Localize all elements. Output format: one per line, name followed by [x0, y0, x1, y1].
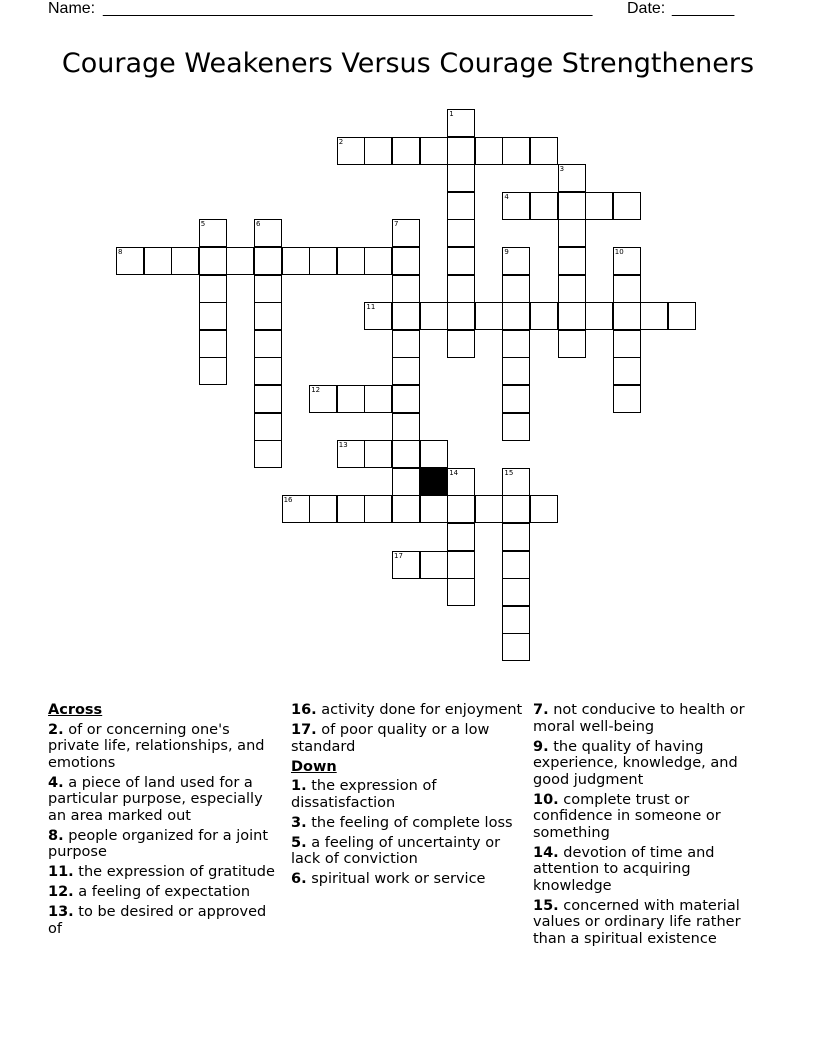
- grid-cell[interactable]: [420, 440, 448, 468]
- grid-cell[interactable]: [613, 247, 641, 275]
- grid-cell[interactable]: [447, 109, 475, 137]
- clue-down-1: [291, 778, 523, 811]
- grid-cell[interactable]: [254, 219, 282, 247]
- clue-down-9: [533, 739, 765, 789]
- grid-cell[interactable]: [502, 606, 530, 634]
- grid-cell[interactable]: [613, 275, 641, 303]
- grid-cell[interactable]: [392, 247, 420, 275]
- clue-number: 10.: [533, 791, 559, 808]
- grid-cell[interactable]: [447, 578, 475, 606]
- grid-cell[interactable]: [392, 330, 420, 358]
- clue-across-12: [48, 884, 280, 901]
- grid-cell[interactable]: [558, 164, 586, 192]
- grid-cell[interactable]: [447, 330, 475, 358]
- grid-cell[interactable]: [144, 247, 172, 275]
- clue-number: 9.: [533, 738, 549, 755]
- clue-down-14: [533, 845, 765, 895]
- clue-down-7: [533, 702, 765, 735]
- clue-text: of poor quality or a low standard: [291, 722, 490, 755]
- grid-cell[interactable]: [558, 330, 586, 358]
- clues-column-3: [533, 702, 765, 951]
- grid-cell[interactable]: [502, 357, 530, 385]
- grid-cell[interactable]: [475, 302, 503, 330]
- clue-text: the expression of dissatisfaction: [291, 778, 437, 811]
- grid-cell[interactable]: [447, 523, 475, 551]
- grid-cell[interactable]: [392, 219, 420, 247]
- grid-cell[interactable]: [392, 413, 420, 441]
- grid-cell[interactable]: [613, 192, 641, 220]
- grid-cell[interactable]: [254, 440, 282, 468]
- grid-cell[interactable]: [447, 219, 475, 247]
- grid-cell[interactable]: [585, 302, 613, 330]
- grid-cell[interactable]: [502, 247, 530, 275]
- grid-cell[interactable]: [502, 302, 530, 330]
- grid-cell[interactable]: [199, 357, 227, 385]
- clue-number: 6.: [291, 871, 307, 887]
- grid-cell[interactable]: [254, 302, 282, 330]
- grid-cell[interactable]: [392, 137, 420, 165]
- clue-number: 5.: [291, 834, 307, 851]
- grid-cell[interactable]: [254, 413, 282, 441]
- clue-text: to be desired or approved of: [48, 904, 267, 937]
- clue-down-5: [291, 835, 523, 868]
- grid-cell[interactable]: [392, 302, 420, 330]
- grid-cell[interactable]: [309, 247, 337, 275]
- grid-cell[interactable]: [337, 495, 365, 523]
- clue-number: 12.: [48, 884, 74, 900]
- clue-number: 13.: [48, 904, 74, 920]
- grid-cell[interactable]: [447, 495, 475, 523]
- grid-cell[interactable]: [447, 468, 475, 496]
- grid-cell[interactable]: [558, 302, 586, 330]
- cell-number: 1: [449, 110, 454, 118]
- grid-cell[interactable]: [364, 137, 392, 165]
- grid-cell[interactable]: [309, 385, 337, 413]
- cell-number: 10: [614, 248, 624, 256]
- grid-cell[interactable]: [199, 247, 227, 275]
- cell-number: 3: [559, 165, 565, 174]
- grid-cell[interactable]: [530, 137, 558, 165]
- clue-down-15: [533, 898, 765, 948]
- grid-cell[interactable]: [613, 302, 641, 330]
- grid-cell[interactable]: [447, 551, 475, 579]
- clue-number: 16.: [291, 702, 317, 718]
- clue-text: the quality of having experience, knowledge, and good judgment: [533, 738, 738, 788]
- name-label: Name:: [48, 0, 96, 17]
- clue-text: spiritual work or service: [311, 871, 486, 887]
- clue-number: 2.: [48, 721, 64, 738]
- clue-number: 11.: [48, 864, 74, 880]
- grid-cell[interactable]: [475, 495, 503, 523]
- cell-number: 8: [118, 248, 123, 256]
- grid-cell[interactable]: [502, 413, 530, 441]
- grid-cell[interactable]: [254, 330, 282, 358]
- grid-cell[interactable]: [392, 385, 420, 413]
- grid-cell[interactable]: [392, 357, 420, 385]
- grid-cell[interactable]: [254, 275, 282, 303]
- cell-number: 7: [394, 220, 399, 229]
- grid-cell[interactable]: [475, 137, 503, 165]
- name-field[interactable]: _______________________________________________________: [103, 0, 593, 17]
- cell-number: 5: [200, 220, 206, 229]
- clue-number: 7.: [533, 702, 549, 718]
- clue-text: activity done for enjoyment: [321, 702, 523, 718]
- clue-number: 17.: [291, 722, 317, 738]
- grid-cell[interactable]: [199, 275, 227, 303]
- clue-number: 8.: [48, 827, 64, 844]
- grid-cell[interactable]: [420, 302, 448, 330]
- grid-cell[interactable]: [502, 523, 530, 551]
- grid-cell[interactable]: [254, 385, 282, 413]
- grid-cell[interactable]: [199, 302, 227, 330]
- grid-cell[interactable]: [502, 578, 530, 606]
- grid-cell[interactable]: [282, 247, 310, 275]
- grid-cell[interactable]: [392, 275, 420, 303]
- clues-column-1: [48, 702, 280, 941]
- clue-text: a feeling of expectation: [78, 884, 251, 900]
- grid-cell[interactable]: [502, 495, 530, 523]
- clue-number: 15.: [533, 897, 559, 914]
- grid-cell[interactable]: [585, 192, 613, 220]
- grid-cell[interactable]: [337, 247, 365, 275]
- grid-cell[interactable]: [558, 192, 586, 220]
- grid-cell[interactable]: [447, 164, 475, 192]
- clue-text: devotion of time and attention to acquiring knowledge: [533, 844, 715, 894]
- down-heading: Down: [291, 758, 337, 775]
- grid-cell[interactable]: [337, 385, 365, 413]
- cell-number: 6: [256, 220, 261, 229]
- clue-number: 14.: [533, 844, 559, 861]
- clue-text: complete trust or confidence in someone or something: [533, 791, 721, 841]
- clue-text: a piece of land used for a particular purpose, especially an area marked out: [48, 774, 263, 824]
- cell-number: 2: [338, 137, 344, 146]
- grid-cell[interactable]: [254, 357, 282, 385]
- grid-cell[interactable]: [171, 247, 199, 275]
- grid-cell[interactable]: [558, 219, 586, 247]
- grid-cell[interactable]: [502, 633, 530, 661]
- cell-number: 13: [338, 441, 348, 450]
- grid-cell[interactable]: [502, 330, 530, 358]
- date-label: Date:: [627, 0, 666, 17]
- cell-number: 14: [449, 468, 459, 477]
- cell-number: 9: [504, 248, 509, 256]
- clues-column-2: [291, 702, 523, 891]
- grid-cell[interactable]: [282, 495, 310, 523]
- clue-across-4: [48, 775, 280, 825]
- date-field[interactable]: _______: [672, 0, 735, 17]
- clue-text: not conducive to health or moral well-being: [533, 702, 745, 735]
- grid-cell[interactable]: [116, 247, 144, 275]
- cell-number: 4: [504, 192, 509, 201]
- grid-cell[interactable]: [254, 247, 282, 275]
- clue-text: the feeling of complete loss: [311, 814, 513, 831]
- grid-cell[interactable]: [199, 219, 227, 247]
- cell-number: 12: [311, 386, 321, 394]
- grid-cell[interactable]: [447, 275, 475, 303]
- clue-number: 4.: [48, 774, 64, 791]
- grid-cell[interactable]: [392, 440, 420, 468]
- clue-down-10: [533, 792, 765, 842]
- grid-cell[interactable]: [558, 247, 586, 275]
- clue-text: people organized for a joint purpose: [48, 827, 269, 860]
- clue-number: 3.: [291, 814, 307, 831]
- clue-down-6: [291, 871, 523, 888]
- clue-across-11: [48, 864, 280, 881]
- grid-cell[interactable]: [447, 247, 475, 275]
- clue-across-13: [48, 904, 280, 937]
- grid-cell[interactable]: [226, 247, 254, 275]
- cell-number: 16: [283, 496, 293, 505]
- clue-across-17: [291, 722, 523, 755]
- grid-cell[interactable]: [613, 330, 641, 358]
- grid-cell[interactable]: [447, 192, 475, 220]
- grid-cell[interactable]: [337, 440, 365, 468]
- grid-cell[interactable]: [392, 551, 420, 579]
- grid-cell[interactable]: [364, 440, 392, 468]
- grid-cell[interactable]: [613, 357, 641, 385]
- grid-cell[interactable]: [668, 302, 696, 330]
- grid-cell[interactable]: [502, 468, 530, 496]
- grid-cell[interactable]: [502, 137, 530, 165]
- grid-cell[interactable]: [502, 551, 530, 579]
- grid-cell[interactable]: [364, 247, 392, 275]
- grid-cell[interactable]: [392, 495, 420, 523]
- grid-cell[interactable]: [502, 275, 530, 303]
- grid-cell[interactable]: [530, 495, 558, 523]
- cell-number: 15: [504, 468, 514, 477]
- grid-cell[interactable]: [420, 137, 448, 165]
- page-title: Courage Weakeners Versus Courage Strengtheners: [61, 48, 755, 79]
- grid-cell[interactable]: [420, 551, 448, 579]
- grid-cell[interactable]: [199, 330, 227, 358]
- grid-cell[interactable]: [502, 385, 530, 413]
- grid-cell[interactable]: [364, 385, 392, 413]
- clue-across-8: [48, 828, 280, 861]
- grid-block-cell: [420, 468, 448, 496]
- grid-cell[interactable]: [392, 468, 420, 496]
- grid-cell[interactable]: [309, 495, 337, 523]
- grid-cell[interactable]: [337, 137, 365, 165]
- grid-cell[interactable]: [364, 495, 392, 523]
- grid-cell[interactable]: [613, 385, 641, 413]
- cell-number: 11: [366, 303, 376, 312]
- grid-cell[interactable]: [502, 192, 530, 220]
- clue-number: 1.: [291, 778, 307, 794]
- cell-number: 17: [394, 551, 403, 560]
- clue-text: of or concerning one's private life, relationships, and emotions: [48, 721, 265, 771]
- across-heading: Across: [48, 702, 103, 718]
- grid-cell[interactable]: [447, 302, 475, 330]
- grid-cell[interactable]: [558, 275, 586, 303]
- grid-cell[interactable]: [364, 302, 392, 330]
- clue-text: a feeling of uncertainty or lack of conviction: [291, 834, 501, 867]
- clue-across-16: [291, 702, 523, 719]
- clue-text: the expression of gratitude: [78, 864, 275, 880]
- grid-cell[interactable]: [640, 302, 668, 330]
- grid-cell[interactable]: [447, 137, 475, 165]
- clue-text: concerned with material values or ordinary life rather than a spiritual existence: [533, 897, 741, 947]
- grid-cell[interactable]: [530, 192, 558, 220]
- grid-cell[interactable]: [530, 302, 558, 330]
- grid-cell[interactable]: [420, 495, 448, 523]
- clue-down-3: [291, 815, 523, 832]
- clue-across-2: [48, 722, 280, 772]
